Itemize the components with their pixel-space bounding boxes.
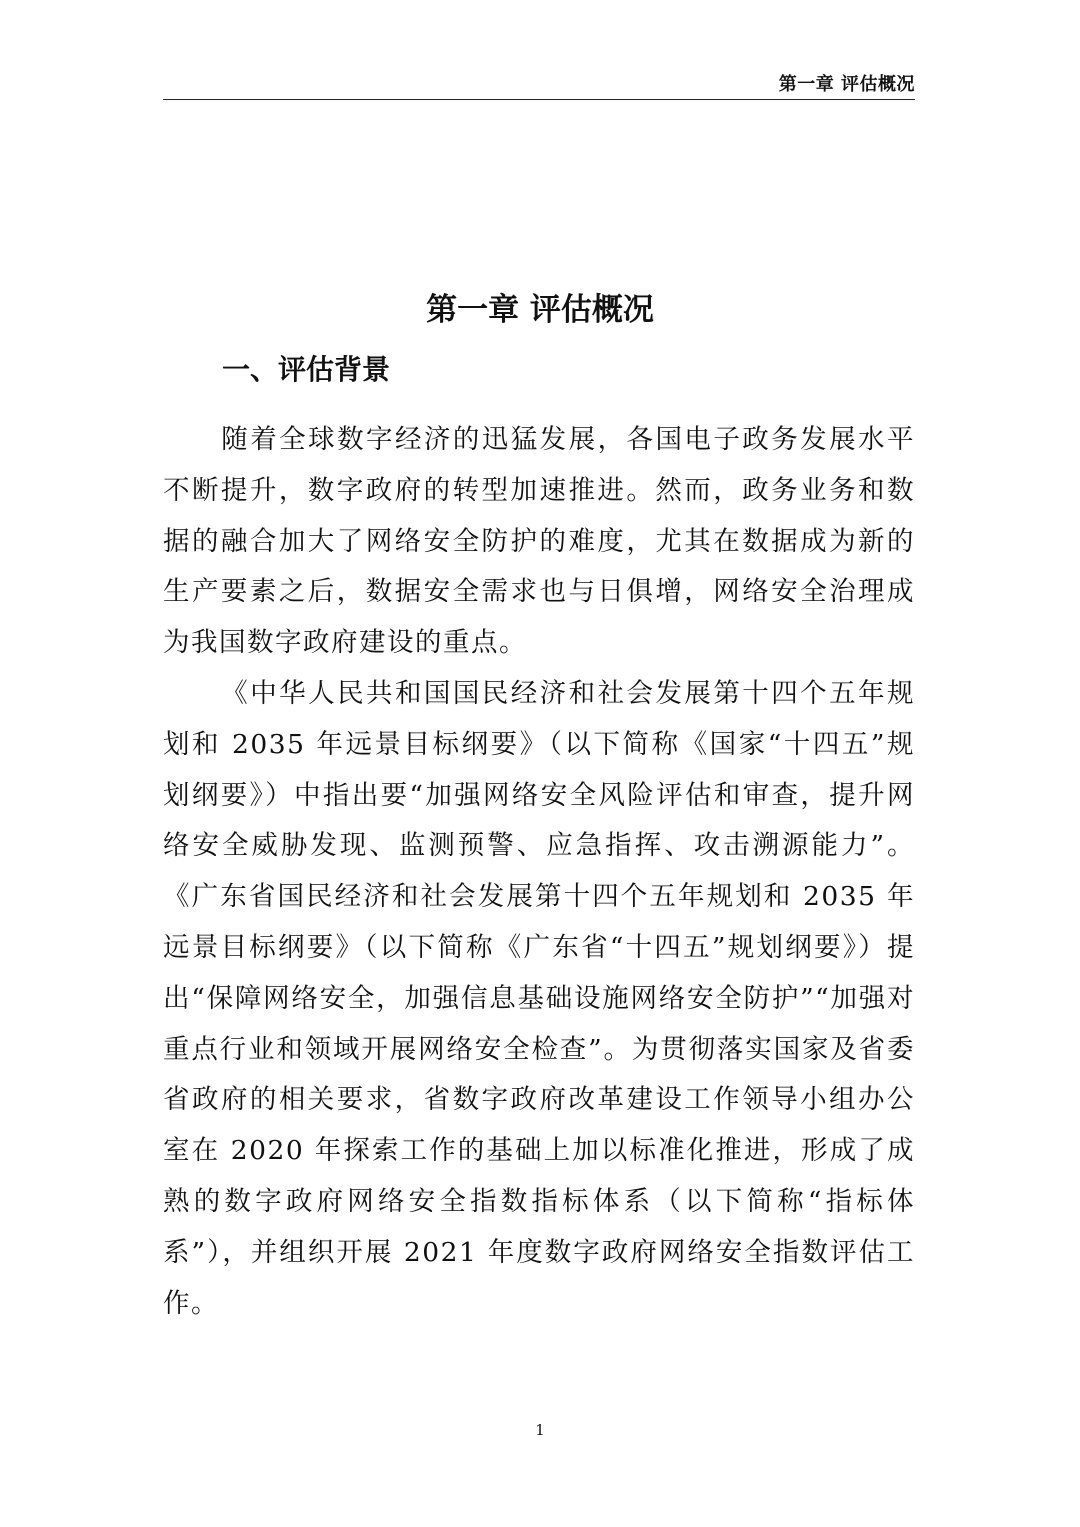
section-heading: 一、评估背景 bbox=[222, 353, 391, 386]
body-text bbox=[163, 415, 915, 1329]
running-header: 第一章 评估概况 bbox=[778, 74, 915, 95]
page-number: 1 bbox=[535, 1421, 545, 1439]
paragraph-1: 随着全球数字经济的迅猛发展，各国电子政务发展水平不断提升，数字政府的转型加速推进。然而，政务业务和数据的融合加大了网络安全防护的难度，尤其在数据成为新的生产要素之后，数据安全需求也与日俱增，网络安全治理成为我国数字政府建设的重点。 bbox=[163, 424, 915, 659]
header-divider bbox=[163, 99, 915, 100]
chapter-title: 第一章 评估概况 bbox=[426, 292, 654, 328]
paragraph-2: 《中华人民共和国国民经济和社会发展第十四个五年规划和 2035 年远景目标纲要》（以下简称《国家“十四五”规划纲要》）中指出要“加强网络安全风险评估和审查，提升网络安全威胁发现、监测预警、应急指挥、攻击溯源能力”。《广东省国民经济和社会发展第十四个五年规划和 2035 年远景目标纲要》（以下简称《广东省“十四五”规划纲要》）提出“保障网络安全，加强信息基础设施网络安全防护”“加强对重点行业和领域开展网络安全检查”。为贯彻落实国家及省委省政府的相关要求，省数字政府改革建设工作领导小组办公室在 2020 年探索工作的基础上加以标准化推进，形成了成熟的数字政府网络安全指数指标体系（以下简称“指标体系”），并组织开展 2021 年度数字政府网络安全指数评估工作。 bbox=[163, 677, 915, 1319]
